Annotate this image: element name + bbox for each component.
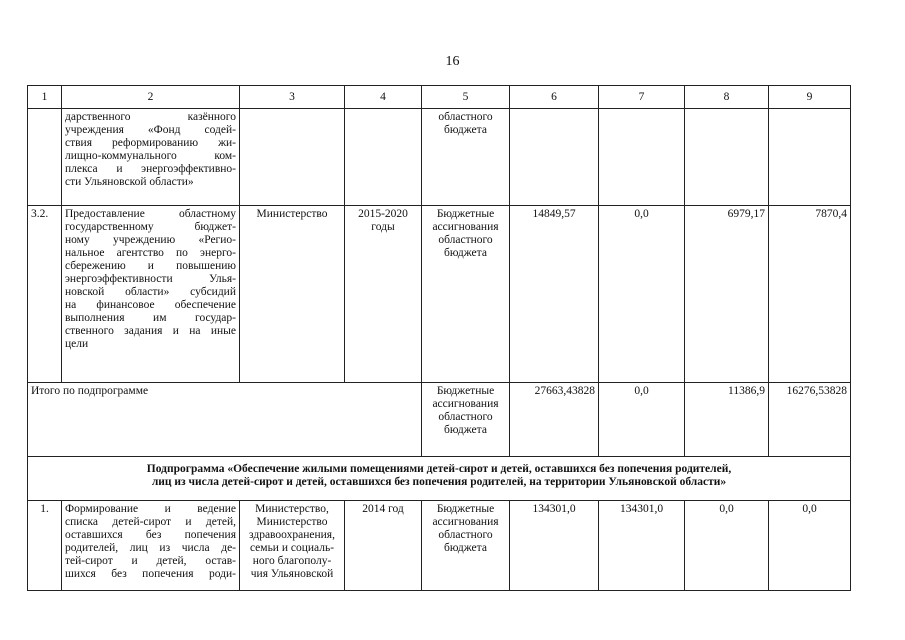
section-heading-row (28, 457, 851, 501)
source-line: Бюджетные (436, 208, 495, 220)
num-cell: 3.2. (28, 206, 62, 383)
description-line: плекса и энергоэффективно- (65, 163, 236, 175)
value-cell: 16276,53828 (769, 383, 851, 457)
source-cell (422, 383, 510, 457)
description-line: ственного задания и на иные (65, 325, 236, 337)
description-line: нальное агентство по энерго- (65, 247, 236, 259)
value-cell (769, 109, 851, 206)
header-cell-2: 2 (62, 86, 240, 109)
description-line: списка детей-сирот и детей, (65, 516, 236, 528)
value-cell: 7870,4 (769, 206, 851, 383)
value-cell (510, 109, 599, 206)
description-line: оставшихся без попечения (65, 529, 236, 541)
header-cell-4: 4 (345, 86, 422, 109)
section-heading (28, 457, 851, 501)
period-cell (345, 206, 422, 383)
source-line: Бюджетные (436, 385, 495, 397)
section-heading-line: Подпрограмма «Обеспечение жилыми помещениями детей-сирот и детей, оставшихся без попечения родителей, (146, 463, 732, 475)
table-row-continued (28, 109, 851, 206)
header-cell-5: 5 (422, 86, 510, 109)
source-cell (422, 206, 510, 383)
budget-table (27, 85, 851, 591)
total-label-cell: Итого по подпрограмме (28, 383, 422, 457)
executor-line: Министерство, (255, 503, 329, 515)
period-cell: 2014 год (345, 501, 422, 591)
executor-line: здравоохранения, (249, 529, 335, 541)
description-cell (62, 206, 240, 383)
description-line: цели (65, 338, 89, 350)
source-line: бюджета (444, 124, 487, 136)
header-cell-8: 8 (685, 86, 769, 109)
description-line: сти Ульяновской области» (65, 176, 194, 188)
description-cell (62, 501, 240, 591)
description-line: энергоэффективности Улья- (65, 273, 236, 285)
description-line: шихся без попечения роди- (65, 568, 236, 580)
source-line: областного (438, 111, 493, 123)
source-line: областного (438, 529, 493, 541)
executor-cell: Министерство (240, 206, 345, 383)
page-number: 16 (445, 54, 460, 69)
source-line: областного (438, 411, 493, 423)
description-line: Предоставление областному (65, 208, 236, 220)
value-cell: 0,0 (599, 383, 685, 457)
value-cell: 6979,17 (685, 206, 769, 383)
num-cell (28, 109, 62, 206)
value-cell: 0,0 (685, 501, 769, 591)
description-line: государственному бюджет- (65, 221, 236, 233)
executor-line: семьи и социаль- (249, 542, 335, 554)
header-cell-6: 6 (510, 86, 599, 109)
value-cell: 0,0 (769, 501, 851, 591)
description-line: сбережению и повышению (65, 260, 236, 272)
description-line: на финансовое обеспечение (65, 299, 236, 311)
source-line: бюджета (444, 424, 487, 436)
header-cell-9: 9 (769, 86, 851, 109)
period-line: годы (371, 221, 395, 233)
header-cell-1: 1 (28, 86, 62, 109)
source-line: бюджета (444, 247, 487, 259)
header-cell-3: 3 (240, 86, 345, 109)
value-cell: 11386,9 (685, 383, 769, 457)
executor-line: чия Ульяновской (250, 568, 334, 580)
value-cell: 0,0 (599, 206, 685, 383)
description-line: выполнения им государ- (65, 312, 236, 324)
source-line: бюджета (444, 542, 487, 554)
description-line: новской области» субсидий (65, 286, 236, 298)
description-line: тей-сирот и детей, остав- (65, 555, 236, 567)
table-row-1 (28, 501, 851, 591)
description-line: ствия реформированию жи- (65, 137, 236, 149)
description-line: ному учреждению «Регио- (65, 234, 236, 246)
executor-line: Министерство (256, 516, 328, 528)
table-row-3-2 (28, 206, 851, 383)
value-total-cell: 134301,0 (510, 501, 599, 591)
source-cell (422, 109, 510, 206)
description-line: родителей, лиц из числа де- (65, 542, 236, 554)
table-row-total (28, 383, 851, 457)
executor-cell (240, 501, 345, 591)
value-cell (599, 109, 685, 206)
value-total-cell: 27663,43828 (510, 383, 599, 457)
section-heading-line: лиц из числа детей-сирот и детей, оставшихся без попечения родителей, на территории Ульяновской области» (151, 476, 727, 488)
source-line: ассигнования (432, 516, 499, 528)
period-cell (345, 109, 422, 206)
description-line: дарственного казённого (65, 111, 236, 123)
source-line: ассигнования (432, 221, 499, 233)
source-line: областного (438, 234, 493, 246)
num-cell: 1. (28, 501, 62, 591)
period-line: 2015-2020 (358, 208, 408, 220)
description-line: Формирование и ведение (65, 503, 236, 515)
value-cell: 134301,0 (599, 501, 685, 591)
description-line: учреждения «Фонд содей- (65, 124, 236, 136)
description-line: лищно-коммунального ком- (65, 150, 236, 162)
executor-cell (240, 109, 345, 206)
header-row (28, 86, 851, 109)
source-cell (422, 501, 510, 591)
header-cell-7: 7 (599, 86, 685, 109)
value-cell (685, 109, 769, 206)
source-line: Бюджетные (436, 503, 495, 515)
description-cell (62, 109, 240, 206)
executor-line: ного благополу- (252, 555, 332, 567)
source-line: ассигнования (432, 398, 499, 410)
value-total-cell: 14849,57 (510, 206, 599, 383)
